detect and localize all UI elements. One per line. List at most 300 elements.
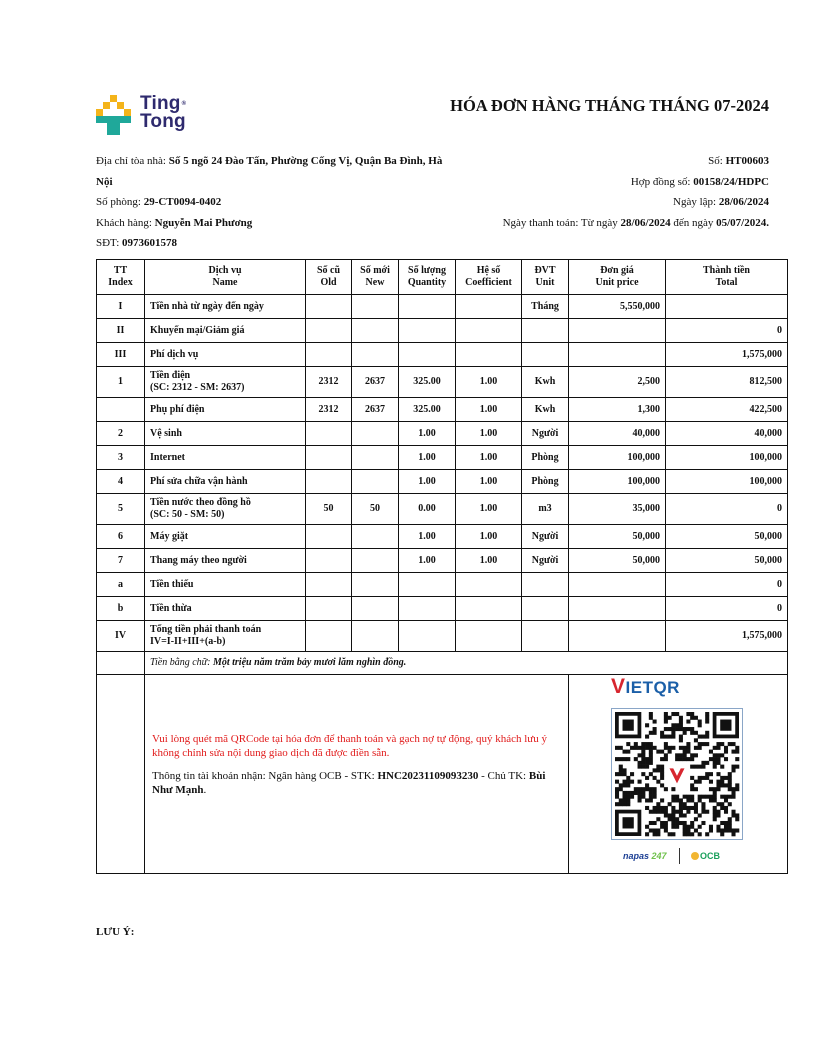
qr-module — [694, 806, 698, 810]
cell-new: 2637 — [352, 367, 399, 398]
qr-module — [649, 795, 653, 799]
cell-total: 1,575,000 — [666, 343, 788, 367]
qr-module — [664, 813, 668, 817]
cell-new — [352, 525, 399, 549]
cell-unit — [522, 319, 569, 343]
qr-module — [716, 810, 720, 814]
cell-old — [306, 295, 352, 319]
cell-price: 100,000 — [569, 470, 666, 494]
qr-module — [720, 828, 724, 832]
column-header — [352, 260, 399, 295]
qr-module — [731, 765, 735, 769]
qr-module — [671, 825, 675, 829]
qr-module — [728, 825, 732, 829]
qr-module — [660, 750, 664, 754]
qr-module — [653, 768, 657, 772]
qr-module — [630, 791, 634, 795]
qr-module — [683, 806, 687, 810]
qr-module — [728, 817, 732, 821]
qr-module — [694, 787, 698, 791]
qr-module — [626, 776, 630, 780]
column-header-en: Old — [320, 277, 337, 288]
qr-module — [649, 716, 653, 720]
cell-qty: 325.00 — [399, 398, 456, 422]
qr-module — [686, 810, 690, 814]
cell-qty — [399, 319, 456, 343]
qr-module — [675, 757, 679, 761]
qr-module — [686, 750, 690, 754]
qr-module — [664, 712, 668, 716]
qr-module — [705, 832, 709, 836]
qr-module — [679, 753, 683, 757]
cell-old: 2312 — [306, 398, 352, 422]
qr-module — [728, 783, 732, 787]
qr-module — [653, 806, 657, 810]
column-header — [97, 260, 145, 295]
cell-coef: 1.00 — [456, 446, 522, 470]
table-header — [97, 260, 788, 295]
qr-module — [713, 817, 717, 821]
column-header-vi: Thành tiền — [703, 265, 750, 276]
qr-module — [615, 791, 619, 795]
qr-module — [649, 761, 653, 765]
cell-qty — [399, 295, 456, 319]
qr-module — [724, 795, 728, 799]
cell-old — [306, 597, 352, 621]
qr-module — [716, 825, 720, 829]
qr-module — [641, 750, 645, 754]
building-address: Địa chỉ tòa nhà: Số 5 ngõ 24 Đào Tấn, Phường Cống Vị, Quận Ba Đình, Hà Nội — [96, 155, 443, 188]
cell-qty: 1.00 — [399, 525, 456, 549]
qr-module — [623, 720, 634, 731]
qr-module — [641, 746, 645, 750]
vietqr-panel — [569, 675, 787, 871]
qr-module — [645, 798, 649, 802]
qr-module — [668, 727, 672, 731]
qr-module — [623, 802, 627, 806]
customer-name: Khách hàng: Nguyễn Mai Phương — [96, 216, 253, 229]
note-label: LƯU Ý: — [96, 926, 135, 938]
qr-module — [649, 753, 653, 757]
qr-module — [698, 746, 702, 750]
qr-module — [675, 712, 679, 716]
qr-module — [724, 828, 728, 832]
cell-price — [569, 343, 666, 367]
qr-module — [683, 795, 687, 799]
service-name: Tiền nước theo đồng hồ — [150, 497, 251, 508]
cell-name — [145, 549, 306, 573]
qr-module — [694, 817, 698, 821]
qr-module — [641, 787, 645, 791]
qr-module — [615, 757, 619, 761]
qr-module — [720, 783, 724, 787]
qr-module — [683, 825, 687, 829]
cell-unit — [522, 343, 569, 367]
qr-module — [638, 753, 642, 757]
qr-module — [720, 765, 724, 769]
qr-module — [671, 735, 675, 739]
service-name: Tiền thiếu — [150, 578, 194, 590]
qr-module — [705, 772, 709, 776]
qr-module — [645, 783, 649, 787]
qr-module — [653, 828, 657, 832]
qr-module — [728, 742, 732, 746]
qr-module — [720, 802, 724, 806]
qr-module — [713, 791, 717, 795]
service-detail: IV=I-II+III+(a-b) — [150, 636, 226, 647]
qr-module — [664, 720, 668, 724]
qr-module — [660, 735, 664, 739]
qr-module — [720, 753, 724, 757]
qr-module — [686, 806, 690, 810]
qr-module — [656, 750, 660, 754]
table-row — [97, 367, 788, 398]
cell-index: 6 — [97, 525, 145, 549]
qr-module — [641, 761, 645, 765]
qr-module — [615, 795, 619, 799]
qr-module — [709, 795, 713, 799]
qr-module — [705, 735, 709, 739]
qr-module — [690, 795, 694, 799]
qr-module — [716, 761, 720, 765]
qr-module — [728, 802, 732, 806]
tingtong-logo-icon — [96, 95, 138, 137]
qr-module — [615, 780, 619, 784]
table-row — [97, 549, 788, 573]
column-header — [456, 260, 522, 295]
qr-module — [626, 791, 630, 795]
cell-name — [145, 494, 306, 525]
qr-module — [698, 742, 702, 746]
column-header-en: Total — [715, 277, 738, 288]
qr-module — [645, 765, 649, 769]
table-row — [97, 525, 788, 549]
column-header-en: New — [365, 277, 385, 288]
qr-module — [735, 817, 739, 821]
qr-module — [705, 731, 709, 735]
column-header — [569, 260, 666, 295]
qr-module — [664, 806, 668, 810]
qr-module — [656, 768, 660, 772]
service-name: Tổng tiền phải thanh toán — [150, 624, 262, 635]
qr-module — [690, 716, 694, 720]
cell-index: 4 — [97, 470, 145, 494]
qr-module — [728, 821, 732, 825]
bank-account-info: Thông tin tài khoản nhận: Ngân hàng OCB - STK: HNC20231109093230 - Chủ TK: Bùi Như Mạnh. — [152, 770, 546, 796]
column-header — [399, 260, 456, 295]
qr-module — [619, 765, 623, 769]
cell-new — [352, 319, 399, 343]
cell-qty: 325.00 — [399, 367, 456, 398]
qr-module — [683, 757, 687, 761]
cell-old — [306, 422, 352, 446]
qr-module — [709, 750, 713, 754]
qr-module — [694, 753, 698, 757]
qr-module — [701, 810, 705, 814]
qr-module — [675, 810, 679, 814]
qr-module — [690, 776, 694, 780]
qr-module — [660, 806, 664, 810]
qr-module — [619, 772, 623, 776]
qr-module — [668, 817, 672, 821]
qr-module — [664, 825, 668, 829]
qr-module — [653, 832, 657, 836]
qr-module — [724, 757, 728, 761]
qr-module — [671, 795, 675, 799]
qr-module — [660, 731, 664, 735]
cell-new — [352, 470, 399, 494]
qr-module — [701, 802, 705, 806]
cell-coef: 1.00 — [456, 422, 522, 446]
qr-module — [698, 798, 702, 802]
qr-module — [634, 746, 638, 750]
cell-old — [306, 549, 352, 573]
invoice-title: HÓA ĐƠN HÀNG THÁNG THÁNG 07-2024 — [450, 96, 769, 115]
brand-name: Ting® Tong — [140, 93, 187, 132]
qr-module — [698, 832, 702, 836]
service-name: Internet — [150, 451, 185, 463]
qr-module — [705, 776, 709, 780]
qr-module — [653, 746, 657, 750]
qr-module — [713, 761, 717, 765]
qr-module — [713, 757, 717, 761]
qr-module — [713, 810, 717, 814]
qr-module — [724, 750, 728, 754]
qr-module — [645, 746, 649, 750]
qr-module — [638, 791, 642, 795]
service-name: Phí dịch vụ — [150, 348, 199, 360]
cell-total: 1,575,000 — [666, 621, 788, 652]
qr-module — [679, 802, 683, 806]
payment-row — [97, 675, 788, 874]
cell-qty — [399, 343, 456, 367]
cell-new — [352, 422, 399, 446]
table-row — [97, 597, 788, 621]
table-row — [97, 470, 788, 494]
cell-price — [569, 319, 666, 343]
qr-module — [626, 750, 630, 754]
cell-unit: Người — [522, 525, 569, 549]
service-name: Tiền thừa — [150, 602, 192, 614]
qr-module — [713, 813, 717, 817]
table-row — [97, 573, 788, 597]
cell-index — [97, 398, 145, 422]
cell-unit: Kwh — [522, 367, 569, 398]
invoice-info — [389, 151, 769, 233]
cell-old — [306, 343, 352, 367]
qr-module — [619, 802, 623, 806]
qr-module — [683, 802, 687, 806]
qr-module — [679, 723, 683, 727]
qr-module — [701, 735, 705, 739]
qr-module — [668, 802, 672, 806]
qr-module — [701, 806, 705, 810]
cell-qty: 1.00 — [399, 422, 456, 446]
qr-module — [671, 798, 675, 802]
cell-price — [569, 621, 666, 652]
qr-module — [731, 787, 735, 791]
qr-module — [653, 787, 657, 791]
qr-module — [630, 780, 634, 784]
qr-module — [638, 780, 642, 784]
qr-module — [728, 828, 732, 832]
qr-module — [671, 723, 675, 727]
qr-module — [664, 787, 668, 791]
cell-name — [145, 398, 306, 422]
ocb-logo-icon — [691, 852, 699, 860]
qr-module — [705, 761, 709, 765]
qr-module — [649, 750, 653, 754]
qr-module — [690, 712, 694, 716]
qr-module — [698, 813, 702, 817]
cell-total: 100,000 — [666, 470, 788, 494]
cell-coef: 1.00 — [456, 549, 522, 573]
cell-index: 1 — [97, 367, 145, 398]
qr-module — [660, 772, 664, 776]
cell-new — [352, 295, 399, 319]
cell-qty — [399, 621, 456, 652]
napas-logo: napas 247 — [623, 851, 667, 861]
qr-module — [735, 787, 739, 791]
qr-module — [690, 825, 694, 829]
qr-module — [668, 716, 672, 720]
qr-module — [671, 731, 675, 735]
qr-module — [626, 802, 630, 806]
cell-new — [352, 343, 399, 367]
qr-module — [645, 776, 649, 780]
qr-module — [690, 798, 694, 802]
qr-module — [656, 780, 660, 784]
qr-module — [716, 772, 720, 776]
qr-module — [664, 735, 668, 739]
qr-module — [720, 776, 724, 780]
qr-module — [686, 825, 690, 829]
cell-coef: 1.00 — [456, 525, 522, 549]
qr-module — [716, 828, 720, 832]
qr-module — [653, 795, 657, 799]
qr-module — [720, 720, 731, 731]
qr-module — [679, 735, 683, 739]
column-header — [145, 260, 306, 295]
qr-module — [731, 795, 735, 799]
qr-module — [731, 750, 735, 754]
cell-unit: Kwh — [522, 398, 569, 422]
qr-module — [735, 813, 739, 817]
qr-module — [694, 731, 698, 735]
qr-module — [641, 791, 645, 795]
ocb-logo: OCB — [691, 850, 720, 862]
qr-module — [694, 765, 698, 769]
amount-in-words-row — [97, 652, 788, 675]
qr-module — [716, 746, 720, 750]
qr-module — [716, 742, 720, 746]
qr-module — [619, 798, 623, 802]
qr-module — [690, 757, 694, 761]
column-header-en: Unit — [535, 277, 555, 288]
qr-module — [709, 757, 713, 761]
qr-module — [660, 765, 664, 769]
cell-index: III — [97, 343, 145, 367]
cell-total: 50,000 — [666, 525, 788, 549]
qr-module — [720, 832, 724, 836]
qr-module — [679, 727, 683, 731]
qr-module — [728, 780, 732, 784]
cell-qty — [399, 573, 456, 597]
vietqr-logo: VIETQR — [611, 675, 680, 698]
qr-module — [709, 828, 713, 832]
qr-module — [683, 753, 687, 757]
cell-name — [145, 621, 306, 652]
qr-module — [653, 727, 657, 731]
qr-module — [720, 821, 724, 825]
qr-module — [649, 828, 653, 832]
qr-module — [623, 798, 627, 802]
qr-module — [664, 810, 668, 814]
qr-module — [694, 716, 698, 720]
qr-module — [634, 787, 638, 791]
qr-module — [615, 772, 619, 776]
cell-price: 2,500 — [569, 367, 666, 398]
qr-module — [626, 780, 630, 784]
table-row — [97, 343, 788, 367]
qr-module — [645, 832, 649, 836]
payment-instructions — [150, 675, 563, 797]
qr-module — [653, 720, 657, 724]
qr-module — [660, 821, 664, 825]
qr-module — [683, 750, 687, 754]
qr-code-icon — [612, 709, 742, 839]
qr-module — [701, 765, 705, 769]
qr-module — [690, 765, 694, 769]
cell-coef — [456, 621, 522, 652]
qr-module — [698, 720, 702, 724]
qr-module — [664, 716, 668, 720]
qr-module — [698, 825, 702, 829]
qr-module — [641, 772, 645, 776]
column-header-en: Coefficient — [465, 277, 512, 288]
qr-module — [626, 757, 630, 761]
cell-name — [145, 422, 306, 446]
qr-module — [686, 727, 690, 731]
cell-qty: 1.00 — [399, 446, 456, 470]
qr-module — [623, 795, 627, 799]
qr-module — [656, 765, 660, 769]
qr-module — [615, 787, 619, 791]
qr-module — [671, 813, 675, 817]
qr-module — [679, 798, 683, 802]
qr-module — [660, 810, 664, 814]
qr-module — [709, 780, 713, 784]
qr-module — [653, 810, 657, 814]
qr-module — [686, 712, 690, 716]
qr-module — [649, 742, 653, 746]
qr-module — [649, 731, 653, 735]
qr-module — [724, 776, 728, 780]
qr-module — [645, 806, 649, 810]
cell-old — [306, 525, 352, 549]
qr-module — [679, 738, 683, 742]
qr-module — [675, 795, 679, 799]
cell-index: b — [97, 597, 145, 621]
payment-period: Ngày thanh toán: Từ ngày 28/06/2024 đến ngày 05/07/2024. — [502, 216, 769, 229]
cell-price — [569, 597, 666, 621]
qr-module — [705, 716, 709, 720]
cell-coef: 1.00 — [456, 398, 522, 422]
cell-total: 100,000 — [666, 446, 788, 470]
qr-module — [701, 761, 705, 765]
qr-module — [724, 806, 728, 810]
payment-qr-code[interactable] — [611, 708, 743, 840]
